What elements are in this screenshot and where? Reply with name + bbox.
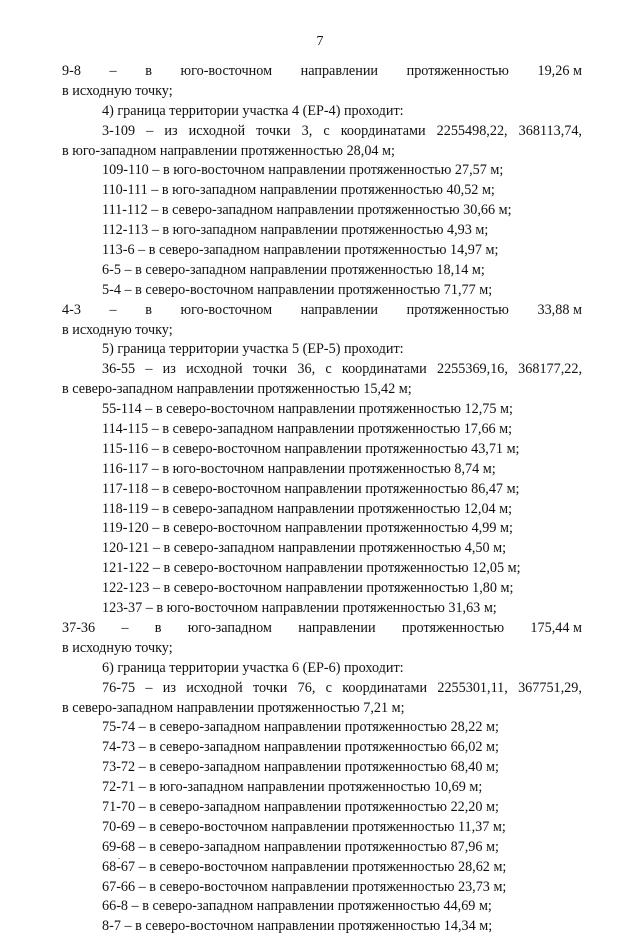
paragraph-line: 116-117 – в юго-восточном направлении протяженностью 8,74 м; — [102, 460, 496, 477]
line-word: в — [145, 301, 152, 318]
paragraph-line: 117-118 – в северо-восточном направлении протяженностью 86,47 м; — [102, 480, 520, 497]
paragraph-line: 115-116 – в северо-восточном направлении протяженностью 43,71 м; — [102, 440, 520, 457]
line-word: координатами — [342, 679, 428, 696]
line-word: – — [145, 361, 153, 378]
paragraph-line: 5-4 – в северо-восточном направлении протяженностью 71,77 м; — [102, 281, 493, 298]
line-word: исходной — [188, 122, 246, 139]
paragraph-line: 118-119 – в северо-западном направлении протяженностью 12,04 м; — [102, 500, 513, 517]
paragraph-line: 121-122 – в северо-восточном направлении протяженностью 12,05 м; — [102, 560, 521, 577]
line-word: 76-75 — [102, 679, 136, 696]
line-word: направлении — [298, 619, 376, 636]
paragraph-line: 68-67 – в северо-восточном направлении протяженностью 28,62 м; — [102, 858, 507, 875]
line-word: 36, — [297, 361, 316, 378]
line-word: с — [325, 679, 332, 696]
continuation-line: в северо-западном направлении протяженностью 7,21 м; — [62, 699, 405, 716]
continuation-line: в северо-западном направлении протяженностью 15,42 м; — [62, 381, 412, 398]
line-word: 4-3 — [62, 301, 81, 318]
line-word: 368113,74, — [518, 122, 582, 139]
line-word: – — [109, 301, 117, 318]
justified-line — [62, 619, 582, 639]
line-word: 367751,29, — [518, 679, 582, 696]
paragraph-line: 120-121 – в северо-западном направлении протяженностью 4,50 м; — [102, 540, 507, 557]
line-word: 37-36 — [62, 619, 96, 636]
line-word: – — [145, 679, 153, 696]
line-word: 3-109 — [102, 122, 136, 139]
line-word: 36-55 — [102, 361, 136, 378]
line-word: 33,88 м — [537, 301, 582, 318]
line-word: исходной — [186, 361, 243, 378]
justified-line — [62, 679, 582, 699]
paragraph-line: 122-123 – в северо-восточном направлении протяженностью 1,80 м; — [102, 580, 514, 597]
line-word: с — [323, 122, 330, 139]
paragraph-line: 73-72 – в северо-западном направлении протяженностью 68,40 м; — [102, 759, 499, 776]
line-word: юго-восточном — [180, 301, 273, 318]
paragraph-line: 111-112 – в северо-западном направлении протяженностью 30,66 м; — [102, 202, 512, 219]
continuation-line: в исходную точку; — [62, 82, 173, 99]
line-word: 2255369,16, — [436, 361, 508, 378]
paragraph-line: 6) граница территории участка 6 (ЕР-6) проходит: — [102, 659, 404, 676]
line-word: в — [145, 63, 152, 79]
paragraph-line: 70-69 – в северо-восточном направлении протяженностью 11,37 м; — [102, 818, 506, 835]
line-word: направлении — [300, 301, 379, 318]
line-word: координатами — [340, 122, 426, 139]
paragraph-line: 114-115 – в северо-западном направлении протяженностью 17,66 м; — [102, 421, 513, 438]
paragraph-line: 74-73 – в северо-западном направлении протяженностью 66,02 м; — [102, 739, 499, 756]
line-word: – — [146, 122, 154, 139]
line-word: точки — [252, 361, 288, 378]
line-word: в — [154, 619, 162, 636]
line-word: из — [162, 361, 176, 378]
justified-line — [62, 122, 582, 142]
paragraph-line: 123-37 – в юго-восточном направлении протяженностью 31,63 м; — [102, 600, 497, 617]
continuation-line: в исходную точку; — [62, 639, 173, 656]
line-word: 368177,22, — [518, 361, 582, 378]
continuation-line: в юго-западном направлении протяженностью 28,04 м; — [62, 142, 395, 159]
justified-line — [62, 360, 582, 380]
line-word: 76, — [297, 679, 316, 696]
paragraph-line: 110-111 – в юго-западном направлении протяженностью 40,52 м; — [102, 182, 495, 199]
line-word: 19,26 м — [537, 63, 582, 79]
line-word: протяженностью — [406, 63, 509, 79]
line-word: 3, — [301, 122, 313, 139]
paragraph-line: 6-5 – в северо-западном направлении протяженностью 18,14 м; — [102, 261, 485, 278]
document-body — [62, 62, 582, 937]
line-word: точки — [256, 122, 291, 139]
line-word: с — [325, 361, 332, 378]
line-word: из — [162, 679, 176, 696]
line-word: юго-восточном — [180, 63, 273, 79]
paragraph-line: 113-6 – в северо-западном направлении протяженностью 14,97 м; — [102, 242, 499, 259]
line-word: из — [164, 122, 178, 139]
line-word: протяженностью — [401, 619, 505, 636]
line-word: 175,44 м — [530, 619, 582, 636]
line-word: – — [121, 619, 129, 636]
paragraph-line: 5) граница территории участка 5 (ЕР-5) проходит: — [102, 341, 404, 358]
line-word: 9-8 — [62, 63, 81, 79]
line-word: – — [109, 63, 117, 79]
paragraph-line: 71-70 – в северо-западном направлении протяженностью 22,20 м; — [102, 798, 499, 815]
line-word: юго-западном — [187, 619, 272, 636]
paragraph-line: 112-113 – в юго-западном направлении протяженностью 4,93 м; — [102, 222, 489, 239]
line-word: направлении — [300, 63, 379, 79]
line-word: протяженностью — [406, 301, 509, 318]
paragraph-line: 4) граница территории участка 4 (ЕР-4) проходит: — [102, 102, 404, 119]
paragraph-line: 67-66 – в северо-восточном направлении протяженностью 23,73 м; — [102, 878, 507, 895]
line-word: точки — [252, 679, 288, 696]
paragraph-line: 55-114 – в северо-восточном направлении протяженностью 12,75 м; — [102, 401, 513, 418]
paragraph-line: 8-7 – в северо-восточном направлении протяженностью 14,34 м; — [102, 918, 493, 935]
line-word: 2255498,22, — [436, 122, 508, 139]
paragraph-line: 119-120 – в северо-восточном направлении протяженностью 4,99 м; — [102, 520, 513, 537]
line-word: исходной — [186, 679, 243, 696]
justified-line — [62, 62, 582, 82]
paragraph-line: 75-74 – в северо-западном направлении протяженностью 28,22 м; — [102, 719, 499, 736]
paragraph-line: 66-8 – в северо-западном направлении протяженностью 44,69 м; — [102, 898, 492, 915]
paragraph-line: 69-68 – в северо-западном направлении протяженностью 87,96 м; — [102, 838, 499, 855]
line-word: 2255301,11, — [437, 679, 508, 696]
line-word: координатами — [341, 361, 427, 378]
paragraph-line: 109-110 – в юго-восточном направлении протяженностью 27,57 м; — [102, 162, 504, 179]
scan-artifact — [118, 858, 120, 859]
page-number: 7 — [316, 34, 324, 49]
paragraph-line: 72-71 – в юго-западном направлении протяженностью 10,69 м; — [102, 779, 483, 796]
justified-line — [62, 301, 582, 321]
continuation-line: в исходную точку; — [62, 321, 173, 338]
